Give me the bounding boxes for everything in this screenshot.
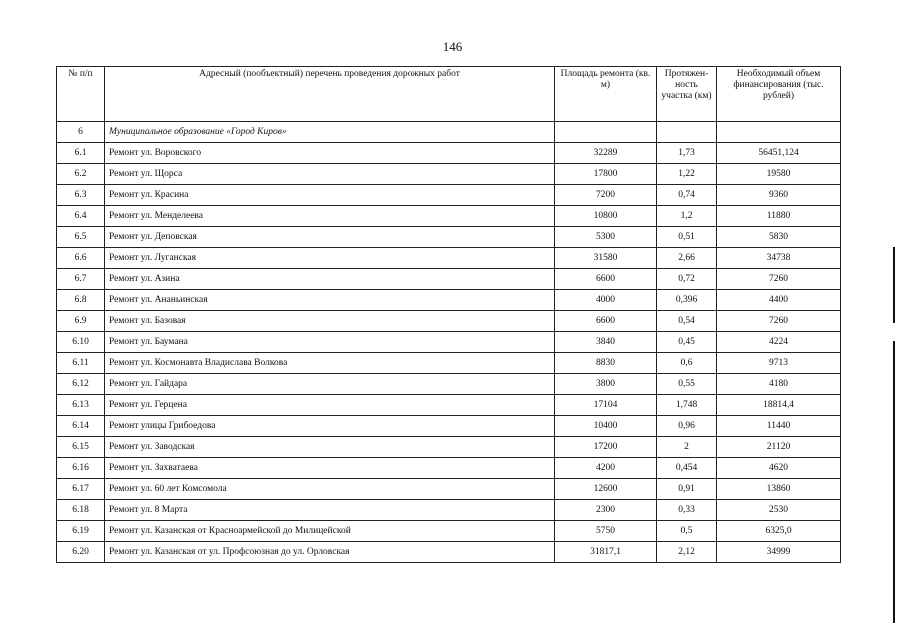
row-area: 10400: [555, 416, 657, 437]
row-name: Ремонт ул. Казанская от ул. Профсоюзная до ул. Орловская: [105, 542, 555, 563]
header-cost: Необходимый объем финансирования (тыс. рублей): [717, 67, 841, 122]
row-num: 6.7: [57, 269, 105, 290]
row-cost: 34999: [717, 542, 841, 563]
row-name: Ремонт ул. Щорса: [105, 164, 555, 185]
row-num: 6.12: [57, 374, 105, 395]
row-area: 31817,1: [555, 542, 657, 563]
section-name: Муниципальное образование «Город Киров»: [105, 122, 555, 143]
table-header-row: [57, 67, 841, 122]
row-length: 0,396: [657, 290, 717, 311]
row-area: 6600: [555, 311, 657, 332]
row-area: 32289: [555, 143, 657, 164]
row-area: 2300: [555, 500, 657, 521]
row-num: 6.17: [57, 479, 105, 500]
row-num: 6.9: [57, 311, 105, 332]
row-num: 6.20: [57, 542, 105, 563]
row-length: 1,748: [657, 395, 717, 416]
table-row: [57, 164, 841, 185]
row-name: Ремонт ул. Воровского: [105, 143, 555, 164]
row-length: 0,74: [657, 185, 717, 206]
row-area: 17104: [555, 395, 657, 416]
section-num: 6: [57, 122, 105, 143]
margin-rule: [893, 247, 895, 323]
row-num: 6.3: [57, 185, 105, 206]
row-length: 0,5: [657, 521, 717, 542]
row-name: Ремонт ул. Деповская: [105, 227, 555, 248]
row-num: 6.13: [57, 395, 105, 416]
row-length: 0,72: [657, 269, 717, 290]
row-area: 12600: [555, 479, 657, 500]
row-name: Ремонт ул. Азина: [105, 269, 555, 290]
table-row: [57, 311, 841, 332]
row-cost: 4224: [717, 332, 841, 353]
row-name: Ремонт ул. Заводская: [105, 437, 555, 458]
row-name: Ремонт ул. Базовая: [105, 311, 555, 332]
row-name: Ремонт ул. Луганская: [105, 248, 555, 269]
header-area: Площадь ремонта (кв. м): [555, 67, 657, 122]
table-row: [57, 332, 841, 353]
row-cost: 4620: [717, 458, 841, 479]
row-length: 0,51: [657, 227, 717, 248]
row-num: 6.5: [57, 227, 105, 248]
table-row: [57, 542, 841, 563]
header-length: Протяжен-ность участка (км): [657, 67, 717, 122]
table-row: [57, 416, 841, 437]
row-length: 0,91: [657, 479, 717, 500]
row-num: 6.18: [57, 500, 105, 521]
row-length: 0,45: [657, 332, 717, 353]
table-row: [57, 437, 841, 458]
row-area: 8830: [555, 353, 657, 374]
row-cost: 11440: [717, 416, 841, 437]
row-name: Ремонт ул. Казанская от Красноармейской до Милицейской: [105, 521, 555, 542]
section-length-empty: [657, 122, 717, 143]
row-name: Ремонт ул. Космонавта Владислава Волкова: [105, 353, 555, 374]
row-area: 7200: [555, 185, 657, 206]
road-works-table: [56, 66, 841, 563]
row-name: Ремонт ул. Захватаева: [105, 458, 555, 479]
row-name: Ремонт ул. 60 лет Комсомола: [105, 479, 555, 500]
row-num: 6.11: [57, 353, 105, 374]
table-row: [57, 479, 841, 500]
table-row: [57, 290, 841, 311]
table-row: [57, 206, 841, 227]
table-row: [57, 248, 841, 269]
row-cost: 21120: [717, 437, 841, 458]
section-cost-empty: [717, 122, 841, 143]
row-length: 1,2: [657, 206, 717, 227]
row-cost: 9360: [717, 185, 841, 206]
row-area: 10800: [555, 206, 657, 227]
row-area: 3800: [555, 374, 657, 395]
row-num: 6.1: [57, 143, 105, 164]
table-row: [57, 521, 841, 542]
table-row: [57, 185, 841, 206]
row-name: Ремонт ул. Гайдара: [105, 374, 555, 395]
row-name: Ремонт ул. Красина: [105, 185, 555, 206]
row-length: 0,33: [657, 500, 717, 521]
table-row: [57, 395, 841, 416]
row-length: 0,6: [657, 353, 717, 374]
row-area: 3840: [555, 332, 657, 353]
row-num: 6.16: [57, 458, 105, 479]
row-cost: 56451,124: [717, 143, 841, 164]
row-name: Ремонт улицы Грибоедова: [105, 416, 555, 437]
row-length: 0,454: [657, 458, 717, 479]
row-name: Ремонт ул. 8 Марта: [105, 500, 555, 521]
row-length: 2,66: [657, 248, 717, 269]
row-cost: 4400: [717, 290, 841, 311]
row-area: 5750: [555, 521, 657, 542]
row-name: Ремонт ул. Ананьинская: [105, 290, 555, 311]
row-cost: 18814,4: [717, 395, 841, 416]
row-length: 1,73: [657, 143, 717, 164]
row-name: Ремонт ул. Герцена: [105, 395, 555, 416]
header-num: № п/п: [57, 67, 105, 122]
row-cost: 7260: [717, 269, 841, 290]
row-area: 31580: [555, 248, 657, 269]
table-row: [57, 143, 841, 164]
header-work-list: Адресный (пообъектный) перечень проведения дорожных работ: [105, 67, 555, 122]
row-cost: 2530: [717, 500, 841, 521]
table-row: [57, 227, 841, 248]
row-num: 6.14: [57, 416, 105, 437]
row-area: 4000: [555, 290, 657, 311]
row-cost: 6325,0: [717, 521, 841, 542]
table-row: [57, 458, 841, 479]
table-row: [57, 500, 841, 521]
row-cost: 13860: [717, 479, 841, 500]
table-row: [57, 269, 841, 290]
margin-rule: [893, 341, 895, 623]
row-length: 2,12: [657, 542, 717, 563]
row-length: 1,22: [657, 164, 717, 185]
table-row: [57, 374, 841, 395]
row-num: 6.6: [57, 248, 105, 269]
row-num: 6.19: [57, 521, 105, 542]
section-area-empty: [555, 122, 657, 143]
row-length: 2: [657, 437, 717, 458]
row-num: 6.8: [57, 290, 105, 311]
row-name: Ремонт ул. Баумана: [105, 332, 555, 353]
row-cost: 19580: [717, 164, 841, 185]
row-area: 5300: [555, 227, 657, 248]
page-number: 146: [442, 39, 463, 54]
row-area: 4200: [555, 458, 657, 479]
row-length: 0,54: [657, 311, 717, 332]
row-num: 6.15: [57, 437, 105, 458]
row-area: 6600: [555, 269, 657, 290]
row-num: 6.10: [57, 332, 105, 353]
section-row: [57, 122, 841, 143]
row-num: 6.4: [57, 206, 105, 227]
row-cost: 9713: [717, 353, 841, 374]
row-name: Ремонт ул. Менделеева: [105, 206, 555, 227]
row-cost: 11880: [717, 206, 841, 227]
row-area: 17800: [555, 164, 657, 185]
table-row: [57, 353, 841, 374]
row-length: 0,96: [657, 416, 717, 437]
row-length: 0,55: [657, 374, 717, 395]
row-cost: 7260: [717, 311, 841, 332]
row-num: 6.2: [57, 164, 105, 185]
row-cost: 5830: [717, 227, 841, 248]
row-area: 17200: [555, 437, 657, 458]
row-cost: 34738: [717, 248, 841, 269]
row-cost: 4180: [717, 374, 841, 395]
